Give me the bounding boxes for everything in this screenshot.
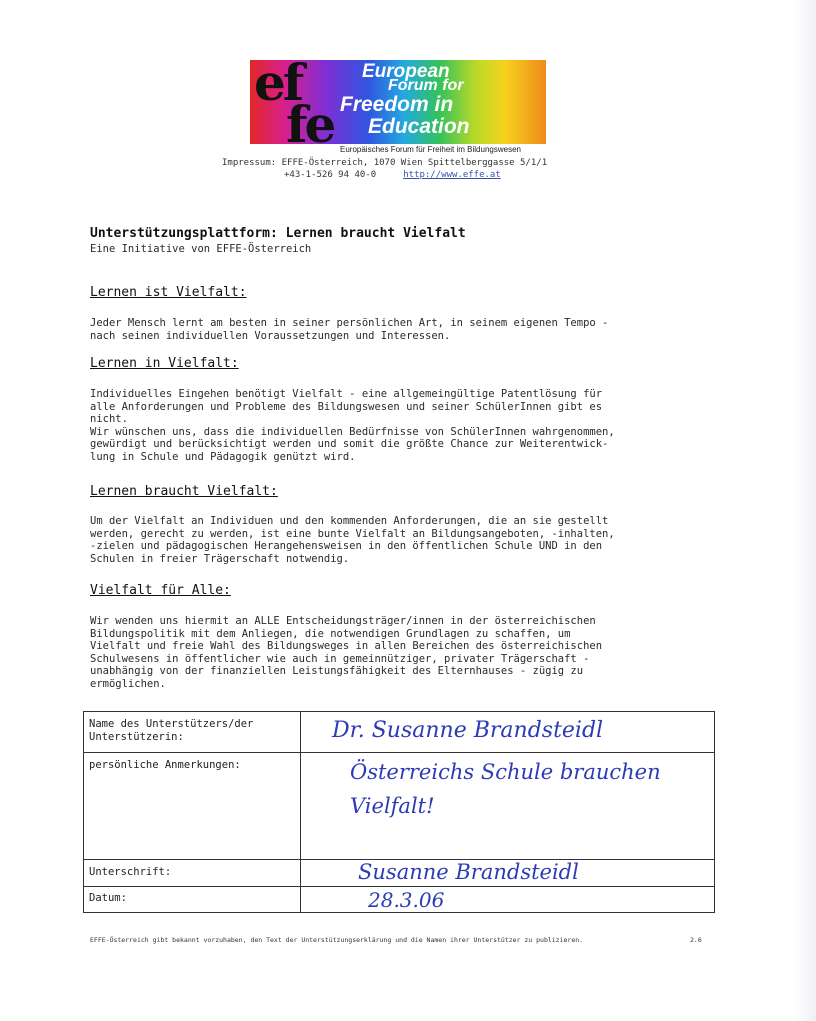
footer-note: EFFE-Österreich gibt bekannt vorzuhaben, den Text der Unterstützungserklärung und die Namen ihrer Unterstützer zu publizieren. xyxy=(90,936,584,944)
section-heading-3: Lernen braucht Vielfalt: xyxy=(90,484,278,499)
form-divider-vertical xyxy=(300,712,301,912)
logo-mark-top: ef xyxy=(254,53,302,112)
logo-line-4: Education xyxy=(368,115,470,138)
signature-field[interactable]: Susanne Brandsteidl xyxy=(358,860,579,884)
section-text-3: Um der Vielfalt an Individuen und den kommenden Anforderungen, die an sie gestellt werden, gerecht zu werden, ist eine bunte Vielfalt an Bildungsangeboten, -inhalten, -zielen und pädagogischen Herangehensweisen in den öffentlichen Schule UND in den Schulen in freier Trägerschaft notwendig. xyxy=(90,515,615,565)
impressum-phone: +43-1-526 94 40-0 xyxy=(284,170,377,180)
form-divider-1 xyxy=(84,752,714,753)
logo-line-1: European xyxy=(362,61,450,82)
page-edge-shadow xyxy=(794,0,816,1021)
website-link[interactable]: http://www.effe.at xyxy=(403,170,501,180)
impressum-contact xyxy=(284,170,501,180)
document-title: Unterstützungsplattform: Lernen braucht Vielfalt xyxy=(90,226,466,241)
logo-subtitle: Europäisches Forum für Freiheit im Bildungswesen xyxy=(340,145,521,154)
logo-mark-bottom: fe xyxy=(286,95,334,154)
signature-label: Unterschrift: xyxy=(89,866,172,878)
date-field[interactable]: 28.3.06 xyxy=(368,888,445,912)
logo-line-3: Freedom in xyxy=(340,93,454,116)
remarks-field-line-2[interactable]: Vielfalt! xyxy=(350,794,435,818)
form-divider-3 xyxy=(84,886,714,887)
name-label: Name des Unterstützers/der Unterstützerin: xyxy=(89,718,254,743)
remarks-field-line-1[interactable]: Österreichs Schule brauchen xyxy=(350,760,661,784)
section-text-1: Jeder Mensch lernt am besten in seiner persönlichen Art, in seinem eigenen Tempo - nach seinen individuellen Voraussetzungen und Interessen. xyxy=(90,317,609,342)
section-text-2: Individuelles Eingehen benötigt Vielfalt - eine allgemeingültige Patentlösung für alle Anforderungen und Probleme des Bildungswesen und seiner SchülerInnen gibt es nicht. Wir wünschen uns, dass die individuellen Bedürfnisse von SchülerInnen wahrgenommen, gewürdigt und berücksichtigt werden und somit die größte Chance zur Weiterentwick- lung in Schule und Pädagogik genützt wird. xyxy=(90,388,615,463)
section-text-4: Wir wenden uns hiermit an ALLE Entscheidungsträger/innen in der österreichischen Bildungspolitik mit dem Anliegen, die notwendigen Grundlagen zu schaffen, um Vielfalt und freie Wahl des Bildungsweges in allen Bereichen des österreichischen Schulwesens in öffentlicher wie auch in gemeinnütziger, privater Trägerschaft - unabhängig von der finanziellen Leistungsfähigkeit des Elternhauses - zügig zu ermöglichen. xyxy=(90,615,603,690)
date-label: Datum: xyxy=(89,892,127,904)
document-subtitle: Eine Initiative von EFFE-Österreich xyxy=(90,243,312,255)
supporter-form xyxy=(83,711,715,913)
logo-line-2: Forum for xyxy=(388,77,464,94)
remarks-label: persönliche Anmerkungen: xyxy=(89,759,241,771)
page-number: 2.6 xyxy=(690,936,702,944)
section-heading-4: Vielfalt für Alle: xyxy=(90,583,231,598)
name-field[interactable]: Dr. Susanne Brandsteidl xyxy=(332,718,604,743)
impressum-address: Impressum: EFFE-Österreich, 1070 Wien Spittelberggasse 5/1/1 xyxy=(222,158,548,168)
section-heading-1: Lernen ist Vielfalt: xyxy=(90,285,247,300)
section-heading-2: Lernen in Vielfalt: xyxy=(90,356,239,371)
